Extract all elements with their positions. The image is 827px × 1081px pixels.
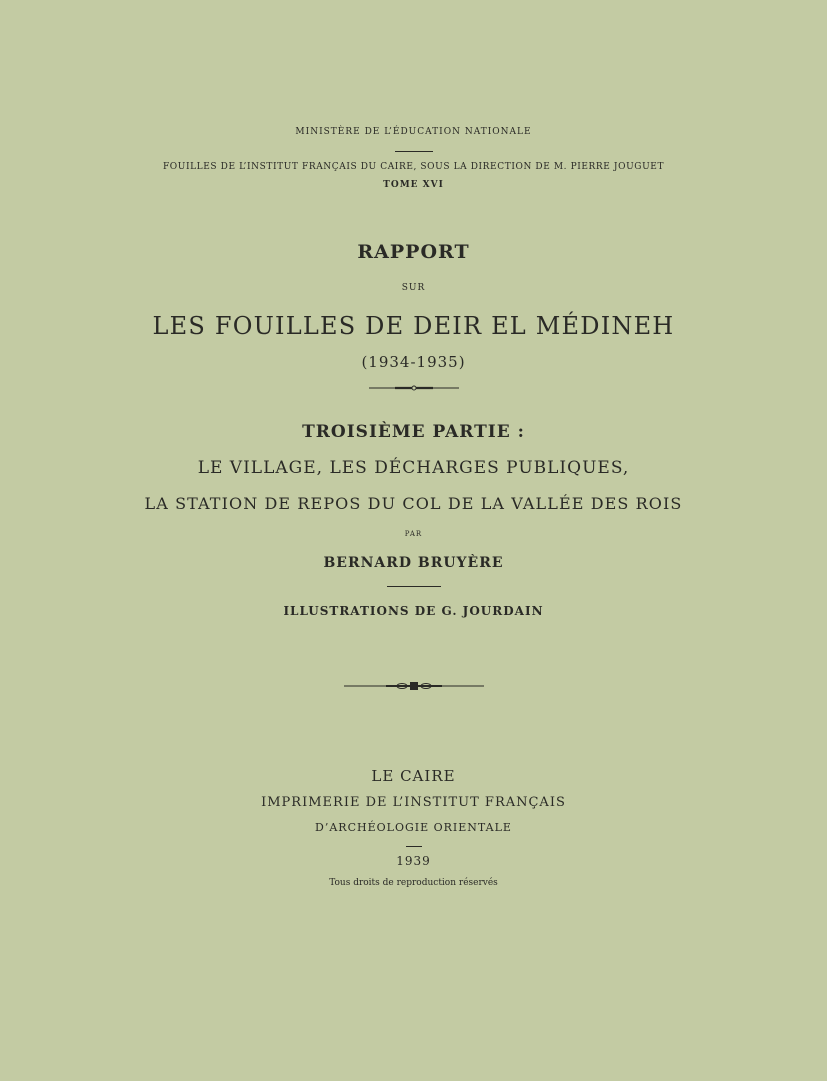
part-line-2: LA STATION DE REPOS DU COL DE LA VALLÉE DES ROIS [144, 494, 683, 513]
author: BERNARD BRUYÈRE [323, 555, 504, 571]
rights-notice: Tous droits de reproduction réservés [329, 878, 498, 888]
part-heading: TROISIÈME PARTIE : [302, 422, 525, 442]
rule-publisher [406, 846, 422, 847]
rule-top [395, 151, 433, 152]
par-word: PAR [404, 530, 423, 538]
tome-line: TOME XVI [383, 180, 444, 190]
main-title: LES FOUILLES DE DEIR EL MÉDINEH [152, 312, 675, 340]
publication-year: 1939 [396, 854, 431, 868]
series-line: FOUILLES DE L’INSTITUT FRANÇAIS DU CAIRE, SOUS LA DIRECTION DE M. PIERRE JOUGUET [162, 162, 665, 172]
sur-word: SUR [401, 283, 426, 293]
rule-author [387, 586, 441, 587]
ornament-rule-2 [0, 681, 827, 691]
years: (1934-1935) [361, 353, 466, 371]
publisher-line-1: IMPRIMERIE DE L’INSTITUT FRANÇAIS [261, 795, 566, 810]
illustrations-line: ILLUSTRATIONS DE G. JOURDAIN [283, 604, 544, 618]
ministry-line: MINISTÈRE DE L’ÉDUCATION NATIONALE [295, 127, 532, 137]
publisher-line-2: D’ARCHÉOLOGIE ORIENTALE [315, 821, 512, 834]
publisher-city: LE CAIRE [371, 767, 456, 785]
rapport-heading: RAPPORT [357, 241, 470, 263]
part-line-1: LE VILLAGE, LES DÉCHARGES PUBLIQUES, [197, 458, 630, 478]
ornament-rule-1 [0, 384, 827, 392]
